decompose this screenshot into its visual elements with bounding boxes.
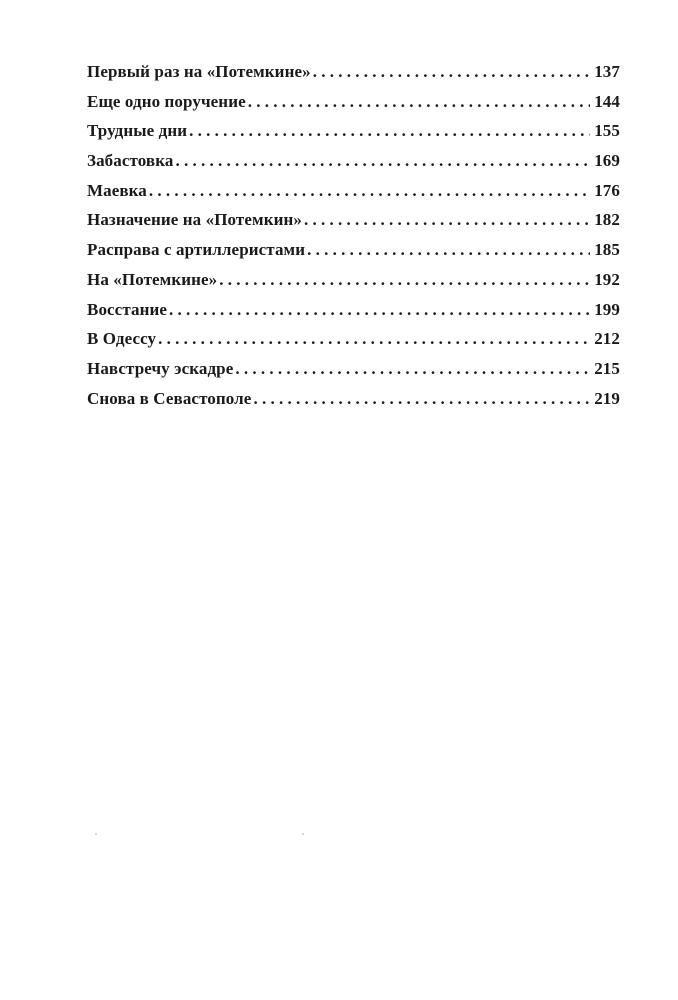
toc-entry-title: Маевка <box>87 180 147 200</box>
toc-entry <box>87 151 620 181</box>
dot-leader <box>158 329 590 349</box>
toc-entry-page: 185 <box>594 240 620 260</box>
dot-leader <box>169 300 590 320</box>
toc-entry-page: 199 <box>594 299 620 319</box>
toc-entry <box>87 210 620 240</box>
scan-speck <box>302 833 304 835</box>
dot-leader <box>253 389 590 409</box>
toc-entry <box>87 359 620 389</box>
table-of-contents <box>87 62 620 418</box>
toc-entry <box>87 181 620 211</box>
toc-entry-page: 169 <box>594 151 620 171</box>
toc-entry-page: 182 <box>594 210 620 230</box>
dot-leader <box>304 210 590 230</box>
toc-entry-title: Снова в Севастополе <box>87 388 252 408</box>
toc-entry <box>87 92 620 122</box>
toc-entry-page: 219 <box>594 388 620 408</box>
toc-entry-page: 192 <box>594 269 620 289</box>
toc-entry-page: 155 <box>594 121 620 141</box>
toc-entry-title: Навстречу эскадре <box>87 358 234 378</box>
toc-entry-title: Восстание <box>87 299 168 319</box>
toc-entry-title: Назначение на «Потемкин» <box>87 210 302 230</box>
toc-entry-title: Первый раз на «Потемкине» <box>87 62 311 81</box>
dot-leader <box>175 151 590 171</box>
toc-entry <box>87 329 620 359</box>
scan-speck <box>95 833 97 835</box>
toc-entry-page: 176 <box>594 180 620 200</box>
dot-leader <box>219 270 590 290</box>
dot-leader <box>149 181 590 201</box>
dot-leader <box>235 359 590 379</box>
toc-entry <box>87 300 620 330</box>
toc-entry-page: 137 <box>594 62 620 81</box>
toc-entry-page: 144 <box>594 91 620 111</box>
toc-entry <box>87 240 620 270</box>
dot-leader <box>189 121 590 141</box>
dot-leader <box>313 62 590 82</box>
dot-leader <box>248 92 590 112</box>
toc-entry <box>87 62 620 92</box>
toc-entry-page: 212 <box>594 329 620 349</box>
toc-entry-title: Еще одно поручение <box>87 91 246 111</box>
toc-entry-page: 215 <box>594 358 620 378</box>
toc-entry <box>87 121 620 151</box>
toc-entry-title: На «Потемкине» <box>87 269 218 289</box>
toc-entry <box>87 270 620 300</box>
dot-leader <box>307 240 590 260</box>
toc-entry-title: Расправа с артиллеристами <box>87 240 306 260</box>
toc-entry-title: Трудные дни <box>87 121 188 141</box>
toc-entry-title: Забастовка <box>87 151 174 171</box>
toc-entry <box>87 389 620 419</box>
toc-entry-title: В Одессу <box>87 329 157 349</box>
